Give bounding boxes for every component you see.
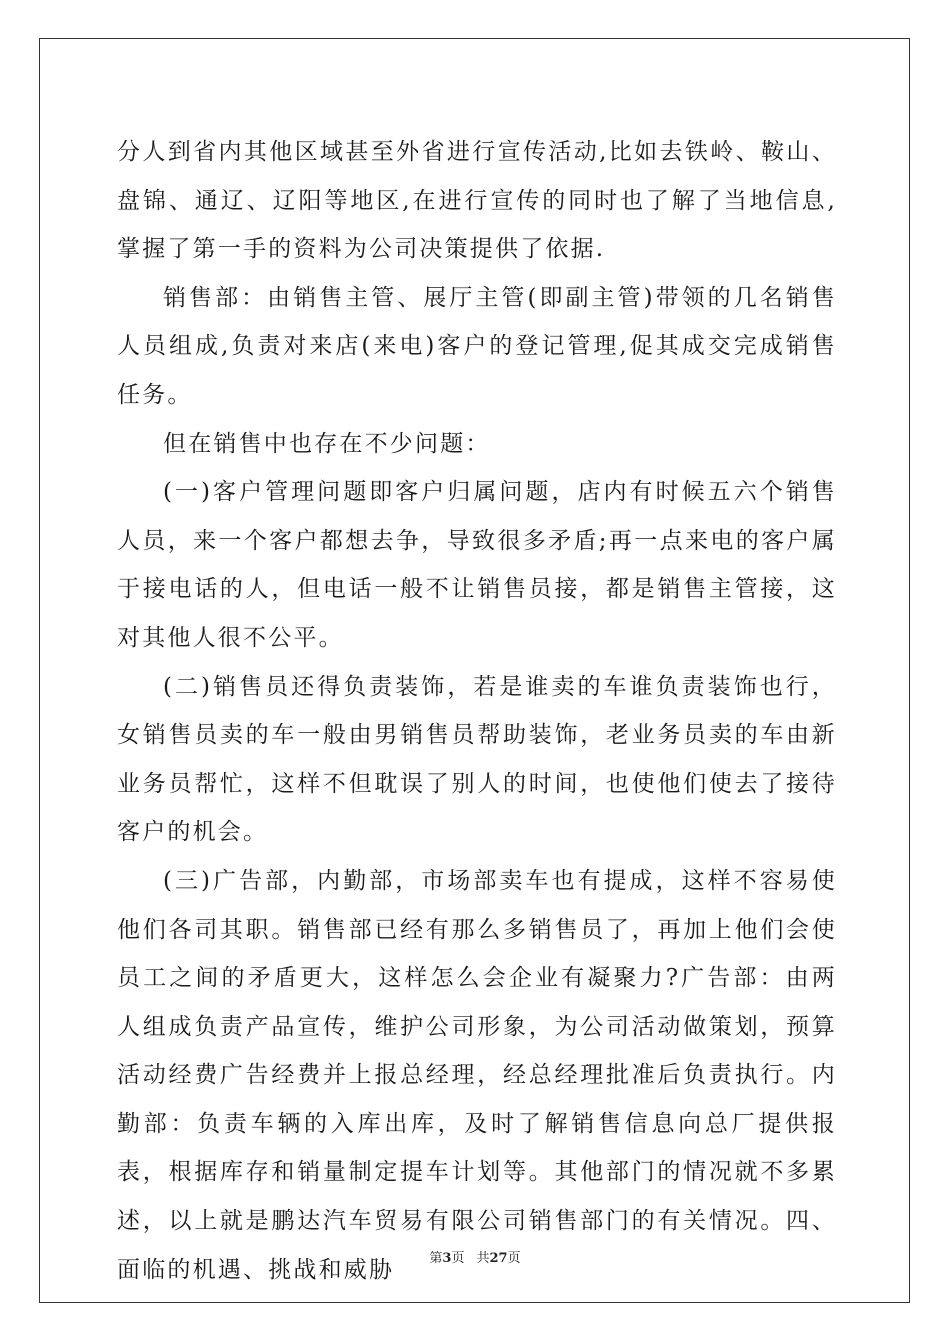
paragraph-2: 销售部：由销售主管、展厅主管(即副主管)带领的几名销售人员组成,负责对来店(来电)客户的登记管理,促其成交完成销售任务。 [117, 284, 837, 408]
paragraph-4: (一)客户管理问题即客户归属问题，店内有时候五六个销售人员，来一个客户都想去争，导致很多矛盾;再一点来电的客户属于接电话的人，但电话一般不让销售员接，都是销售主管接，这对其他人很不公平。 [117, 479, 837, 651]
page-current: 3 [442, 1251, 452, 1266]
page-footer [0, 1247, 950, 1266]
page-suffix: 页 [451, 1251, 465, 1266]
document-body [117, 128, 837, 1294]
paragraph-5: (二)销售员还得负责装饰，若是谁卖的车谁负责装饰也行，女销售员卖的车一般由男销售员帮助装饰，老业务员卖的车由新业务员帮忙，这样不但耽误了别人的时间，也使他们使去了接待客户的机会。 [117, 673, 837, 846]
paragraph-3: 但在销售中也存在不少问题： [163, 430, 491, 457]
paragraph-6: (三)广告部，内勤部，市场部卖车也有提成，这样不容易使他们各司其职。销售部已经有那么多销售员了，再加上他们会使员工之间的矛盾更大，这样怎么会企业有凝聚力?广告部：由两人组成负责产品宣传，维护公司形象，为公司活动做策划，预算活动经费广告经费并上报总经理，经总经理批准后负责执行。内勤部：负责车辆的入库出库，及时了解销售信息向总厂提供报表，根据库存和销量制定提车计划等。其他部门的情况就不多累述，以上就是鹏达汽车贸易有限公司销售部门的有关情况。四、面临的机遇、挑战和威胁 [117, 867, 837, 1283]
paragraph-1: 分人到省内其他区域甚至外省进行宣传活动,比如去铁岭、鞍山、盘锦、通辽、辽阳等地区,在进行宣传的同时也了解了当地信息,掌握了第一手的资料为公司决策提供了依据. [117, 139, 837, 263]
page-total: 27 [489, 1251, 508, 1266]
page-prefix: 第 [429, 1251, 443, 1266]
total-suffix: 页 [507, 1251, 521, 1266]
total-prefix: 共 [476, 1251, 490, 1266]
